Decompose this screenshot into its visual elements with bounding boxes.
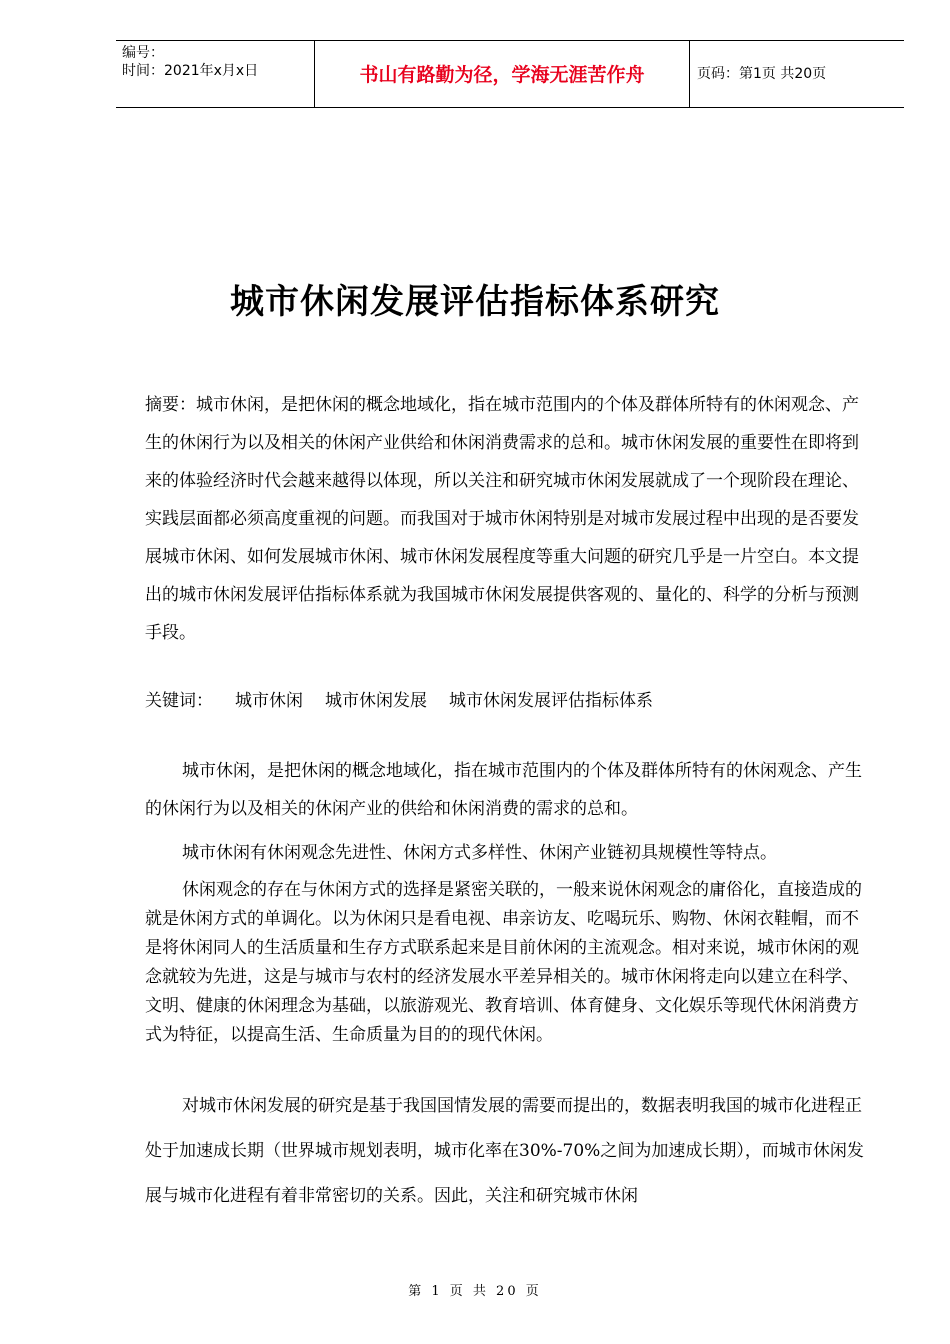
keyword: 城市休闲发展 (325, 691, 427, 711)
page-footer: 第 1 页 共 20 页 (408, 1284, 542, 1299)
keyword: 城市休闲 (235, 691, 303, 711)
header-motto-cell (314, 41, 690, 107)
abstract-paragraph: 摘要：城市休闲，是把休闲的概念地域化，指在城市范围内的个体及群体所特有的休闲观念、产生的休闲行为以及相关的休闲产业供给和休闲消费需求的总和。城市休闲发展的重要性在即将到来的体验经济时代会越来越得以体现，所以关注和研究城市休闲发展就成了一个现阶段在理论、实践层面都必须高度重视的问题。而我国对于城市休闲特别是对城市发展过程中出现的是否要发展城市休闲、如何发展城市休闲、城市休闲发展程度等重大问题的研究几乎是一片空白。本文提出的城市休闲发展评估指标体系就为我国城市休闲发展提供客观的、量化的、科学的分析与预测手段。 (145, 395, 859, 643)
header-motto: 书山有路勤为径，学海无涯苦作舟 (359, 64, 645, 86)
body-paragraph: 城市休闲，是把休闲的概念地域化，指在城市范围内的个体及群体所特有的休闲观念、产生的休闲行为以及相关的休闲产业的供给和休闲消费的需求的总和。 (145, 761, 862, 819)
keyword: 城市休闲发展评估指标体系 (449, 691, 653, 711)
keywords-line (145, 688, 873, 714)
body-paragraph: 对城市休闲发展的研究是基于我国国情发展的需要而提出的，数据表明我国的城市化进程正处于加速成长期（世界城市规划表明，城市化率在30%-70%之间为加速成长期），而城市休闲发展与城市化进程有着非常密切的关系。因此，关注和研究城市休闲 (145, 1096, 864, 1206)
document-number-label: 编号： (122, 45, 164, 61)
document-time-label: 时间：2021年x月x日 (122, 63, 259, 79)
document-header-table (116, 40, 904, 108)
header-info-cell (116, 41, 314, 107)
body-paragraph: 城市休闲有休闲观念先进性、休闲方式多样性、休闲产业链初具规模性等特点。 (182, 843, 777, 863)
body-paragraph: 休闲观念的存在与休闲方式的选择是紧密关联的，一般来说休闲观念的庸俗化，直接造成的就是休闲方式的单调化。以为休闲只是看电视、串亲访友、吃喝玩乐、购物、休闲衣鞋帽，而不是将休闲同人的生活质量和生存方式联系起来是目前休闲的主流观念。相对来说，城市休闲的观念就较为先进，这是与城市与农村的经济发展水平差异相关的。城市休闲将走向以建立在科学、文明、健康的休闲理念为基础，以旅游观光、教育培训、体育健身、文化娱乐等现代休闲消费方式为特征，以提高生活、生命质量为目的的现代休闲。 (145, 880, 862, 1045)
header-page-cell (689, 41, 904, 107)
document-title: 城市休闲发展评估指标体系研究 (230, 282, 720, 322)
header-page-label: 页码：第1页 共20页 (697, 66, 827, 82)
keywords-label: 关键词： (145, 691, 213, 711)
